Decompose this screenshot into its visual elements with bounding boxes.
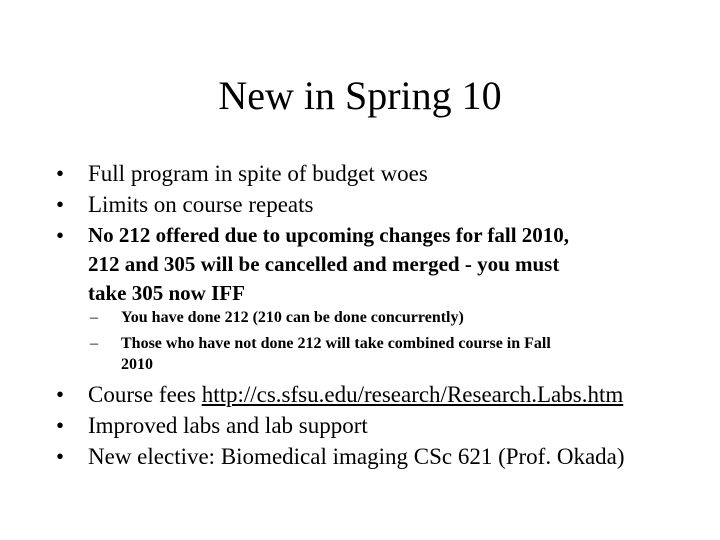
bullet-item-full-program (56, 159, 688, 188)
bullet-icon: • (56, 382, 65, 407)
sub-text-line: You have done 212 (210 can be done concurrently) (121, 309, 464, 326)
bullet-icon: • (56, 413, 65, 438)
bullet-text: Limits on course repeats (88, 192, 314, 217)
bullet-icon: • (56, 192, 65, 217)
sub-item-not-done-212 (90, 333, 681, 375)
dash-icon: – (90, 309, 98, 326)
bullet-icon: • (56, 223, 65, 248)
research-labs-link[interactable]: http://cs.sfsu.edu/research/Research.Labs.htm (201, 382, 624, 407)
slide-title: New in Spring 10 (218, 73, 502, 118)
bullet-text: Full program in spite of budget woes (88, 161, 428, 186)
sub-text-line: Those who have not done 212 will take combined course in Fall (121, 335, 551, 352)
bullet-text-line: take 305 now IFF (88, 281, 245, 305)
sub-text-line: 2010 (121, 356, 153, 373)
bullet-item-no-212 (56, 221, 688, 308)
bullet-item-improved-labs (56, 411, 688, 440)
bullet-icon: • (56, 161, 65, 186)
dash-icon: – (90, 335, 98, 352)
bullet-text-line: No 212 offered due to upcoming changes for fall 2010, (88, 223, 570, 247)
bullet-item-course-fees (56, 380, 688, 409)
bullet-item-new-elective (56, 442, 688, 471)
bullet-icon: • (56, 444, 65, 469)
sub-item-done-212 (90, 307, 681, 328)
bullet-item-course-repeats (56, 190, 688, 219)
bullet-text: New elective: Biomedical imaging CSc 621 (Prof. Okada) (88, 444, 625, 469)
bullet-text-line: 212 and 305 will be cancelled and merged - you must (88, 252, 560, 276)
bullet-text: Improved labs and lab support (88, 413, 368, 438)
bullet-text: Course fees (88, 382, 202, 407)
